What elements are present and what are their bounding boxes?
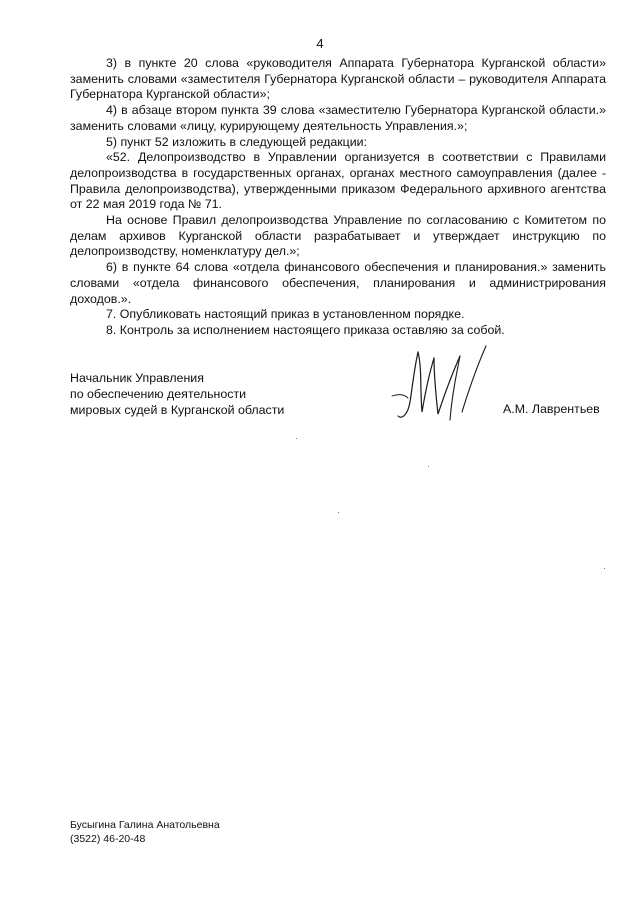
scan-speck [428, 466, 429, 467]
page-number: 4 [316, 36, 324, 51]
handwritten-signature [390, 340, 500, 430]
executor-name: Бусыгина Галина Анатольевна [70, 819, 220, 831]
document-body [70, 56, 606, 339]
paragraph-item-5: 5) пункт 52 изложить в следующей редакции: [106, 134, 368, 149]
signer-position-line: по обеспечению деятельности [70, 387, 247, 401]
paragraph-point-52-cont: На основе Правил делопроизводства Управление по согласованию с Комитетом по делам архивов Курганской области разрабатывает и утверждает инструкцию по делопроизводству, номенклатуру дел.»; [70, 213, 606, 259]
executor-phone: (3522) 46-20-48 [70, 833, 146, 845]
paragraph-item-6: 6) в пункте 64 слова «отдела финансового обеспечения и планирования.» заменить словами «отдела финансового обеспечения, планирования и администрирования доходов.». [70, 260, 606, 306]
signer-position-line: мировых судей в Курганской области [70, 403, 285, 417]
scan-speck [338, 512, 339, 513]
paragraph-item-4: 4) в абзаце втором пункта 39 слова «заместителю Губернатора Курганской области.» заменить словами «лицу, курирующему деятельность Управления.»; [70, 103, 606, 133]
scan-speck [296, 438, 297, 439]
paragraph-point-52: «52. Делопроизводство в Управлении организуется в соответствии с Правилами делопроизводства в государственных органах, органах местного самоуправления (далее - Правила делопроизводства), утвержденными приказом Федерального архивного агентства от 22 мая 2019 года № 71. [70, 150, 606, 212]
executor-info [70, 818, 220, 846]
signer-position-line: Начальник Управления [70, 371, 204, 385]
signer-name: А.М. Лаврентьев [503, 402, 600, 416]
signer-position [70, 370, 284, 418]
paragraph-point-8: 8. Контроль за исполнением настоящего приказа оставляю за собой. [106, 322, 505, 337]
scan-speck [604, 568, 605, 569]
paragraph-item-3: 3) в пункте 20 слова «руководителя Аппарата Губернатора Курганской области» заменить словами «заместителя Губернатора Курганской области – руководителя Аппарата Губернатора Курганской области»; [70, 56, 606, 102]
paragraph-point-7: 7. Опубликовать настоящий приказ в установленном порядке. [106, 307, 465, 322]
